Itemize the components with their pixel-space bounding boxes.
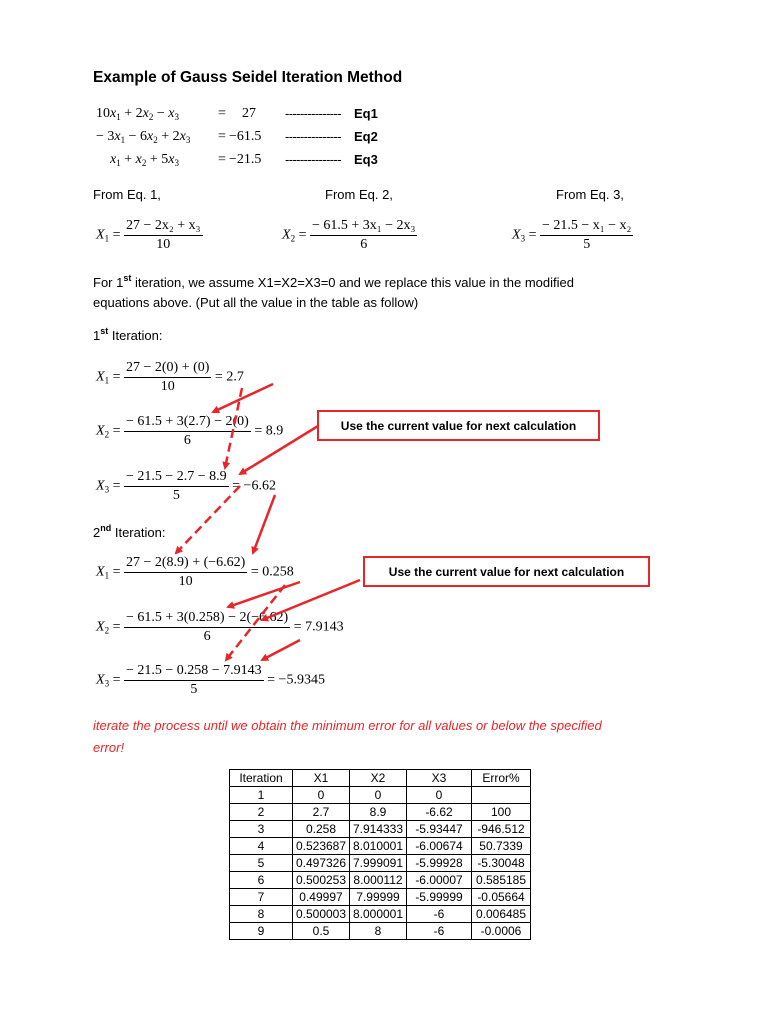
table-cell: 0 [350, 787, 407, 804]
table-cell: 0.523687 [293, 838, 350, 855]
table-cell: 6 [230, 872, 293, 889]
table-cell: 8.9 [350, 804, 407, 821]
table-cell: 7.99999 [350, 889, 407, 906]
table-cell: -5.99928 [407, 855, 472, 872]
arrow-dashed-iter2-x1 [176, 486, 240, 553]
table-cell: -6.00674 [407, 838, 472, 855]
table-row [230, 923, 531, 940]
table-row [230, 821, 531, 838]
arrow-box1-to-x3 [240, 426, 318, 474]
table-cell: 0 [407, 787, 472, 804]
table-cell: 0.5 [293, 923, 350, 940]
equation-2-tag: Eq2 [354, 129, 378, 144]
table-cell: 0.500253 [293, 872, 350, 889]
table-cell: -5.30048 [472, 855, 531, 872]
header-error: Error% [472, 770, 531, 787]
table-cell: -5.99999 [407, 889, 472, 906]
iter1-x2-formula: $X_2$ = $\frac{- 61.5 + 3(2.7) - 2(0)}{6}$ = 8.9 [96, 414, 284, 448]
table-cell: 5 [230, 855, 293, 872]
table-cell: 0.585185 [472, 872, 531, 889]
table-cell: 3 [230, 821, 293, 838]
iter1-x1-formula: $X_1$ = $\frac{27 - 2(0) + (0)}{10}$ = 2.7 [96, 360, 244, 394]
table-row [230, 838, 531, 855]
table-cell: 7.999091 [350, 855, 407, 872]
table-cell: -6 [407, 906, 472, 923]
equation-2: − $3x_1 - 6x_2 + 2x_3$ [96, 129, 191, 145]
header-x2: X2 [350, 770, 407, 787]
table-cell: 0.500003 [293, 906, 350, 923]
equation-1-equals: = [218, 106, 226, 121]
from-eq3-label: From Eq. 3, [556, 187, 624, 202]
note-box-1-text: Use the current value for next calculation [340, 418, 577, 433]
modified-eq-x3: $X_3$ = $\frac{\text{− 21.5 − x₁ − x₂}}{5}$ [512, 218, 632, 252]
header-x1: X1 [293, 770, 350, 787]
arrow-box2-to-x3 [262, 580, 360, 620]
iter2-x3-formula: $X_3$ = $\frac{- 21.5 - 0.258 - 7.9143}{5}$ = −5.9345 [96, 663, 325, 697]
table-row [230, 906, 531, 923]
table-cell: 0.006485 [472, 906, 531, 923]
table-cell: 2.7 [293, 804, 350, 821]
equation-2-equals: = [218, 129, 226, 144]
table-cell: 9 [230, 923, 293, 940]
table-cell: 50.7339 [472, 838, 531, 855]
modified-eq-x1: $X_1$ = $\frac{\text{27 − 2x₂ + x₃}}{10}$ [96, 218, 201, 252]
table-cell: 8.000112 [350, 872, 407, 889]
table-header-row [230, 770, 531, 787]
table-row [230, 872, 531, 889]
conclusion-line-2: error! [93, 740, 125, 755]
table-row [230, 804, 531, 821]
table-cell: 0.258 [293, 821, 350, 838]
table-row [230, 855, 531, 872]
table-cell: -0.05664 [472, 889, 531, 906]
table-cell: 8.010001 [350, 838, 407, 855]
table-cell: 8.000001 [350, 906, 407, 923]
intro-line-1: For 1st iteration, we assume X1=X2=X3=0 and we replace this value in the modified [93, 273, 574, 290]
table-cell: 4 [230, 838, 293, 855]
table-cell: 7 [230, 889, 293, 906]
arrow-box1-to-x1 [213, 384, 273, 412]
table-row [230, 889, 531, 906]
table-cell: 8 [350, 923, 407, 940]
equation-1-tag-dashes: --------------- [285, 106, 341, 121]
equation-3: $x_1 + x_2 + 5x_3$ [110, 152, 179, 168]
table-cell: -6.62 [407, 804, 472, 821]
equation-3-equals: = [218, 152, 226, 167]
from-eq1-label: From Eq. 1, [93, 187, 161, 202]
table-cell: 100 [472, 804, 531, 821]
arrow-x3-back [253, 495, 275, 553]
table-cell: 0 [293, 787, 350, 804]
iter1-x3-formula: $X_3$ = $\frac{- 21.5 - 2.7 - 8.9}{5}$ = −6.62 [96, 469, 276, 503]
table-cell: 2 [230, 804, 293, 821]
intro-line-2: equations above. (Put all the value in the table as follow) [93, 295, 419, 310]
table-cell: 0.497326 [293, 855, 350, 872]
table-cell [472, 787, 531, 804]
header-iteration: Iteration [230, 770, 293, 787]
table-cell: 8 [230, 906, 293, 923]
table-cell: 1 [230, 787, 293, 804]
table-cell: 7.914333 [350, 821, 407, 838]
from-eq2-label: From Eq. 2, [325, 187, 393, 202]
conclusion-line-1: iterate the process until we obtain the minimum error for all values or below the specified [93, 718, 602, 733]
equation-3-tag-dashes: --------------- [285, 152, 341, 167]
table-cell: -6 [407, 923, 472, 940]
equation-3-tag: Eq3 [354, 152, 378, 167]
equation-1-tag: Eq1 [354, 106, 378, 121]
equation-2-rhs: −61.5 [229, 129, 262, 144]
table-cell: -6.00007 [407, 872, 472, 889]
note-box-2-text: Use the current value for next calculation [388, 564, 625, 579]
equation-3-rhs: −21.5 [229, 152, 262, 167]
results-table [229, 769, 531, 940]
header-x3: X3 [407, 770, 472, 787]
iteration-1-heading: 1st Iteration: [93, 326, 163, 343]
table-cell: -946.512 [472, 821, 531, 838]
modified-eq-x2: $X_2$ = $\frac{\text{− 61.5 + 3x₁ − 2x₃}}{6}$ [282, 218, 416, 252]
equation-2-tag-dashes: --------------- [285, 129, 341, 144]
arrow-box2-to-x3b [262, 640, 300, 660]
iteration-2-heading: 2nd Iteration: [93, 523, 166, 540]
table-cell: -0.0006 [472, 923, 531, 940]
table-cell: -5.93447 [407, 821, 472, 838]
page-title: Example of Gauss Seidel Iteration Method [93, 69, 403, 86]
iter2-x1-formula: $X_1$ = $\frac{27 - 2(8.9) + (-6.62)}{10}$ = 0.258 [96, 555, 294, 589]
iter2-x2-formula: $X_2$ = $\frac{- 61.5 + 3(0.258) - 2(-6.62)}{6}$ = 7.9143 [96, 610, 344, 644]
equation-1-rhs: 27 [242, 106, 256, 121]
equation-1: $10x_1 + 2x_2 - x_3$ [96, 106, 179, 122]
arrow-box2-to-x1 [228, 582, 300, 607]
table-row [230, 787, 531, 804]
table-cell: 0.49997 [293, 889, 350, 906]
